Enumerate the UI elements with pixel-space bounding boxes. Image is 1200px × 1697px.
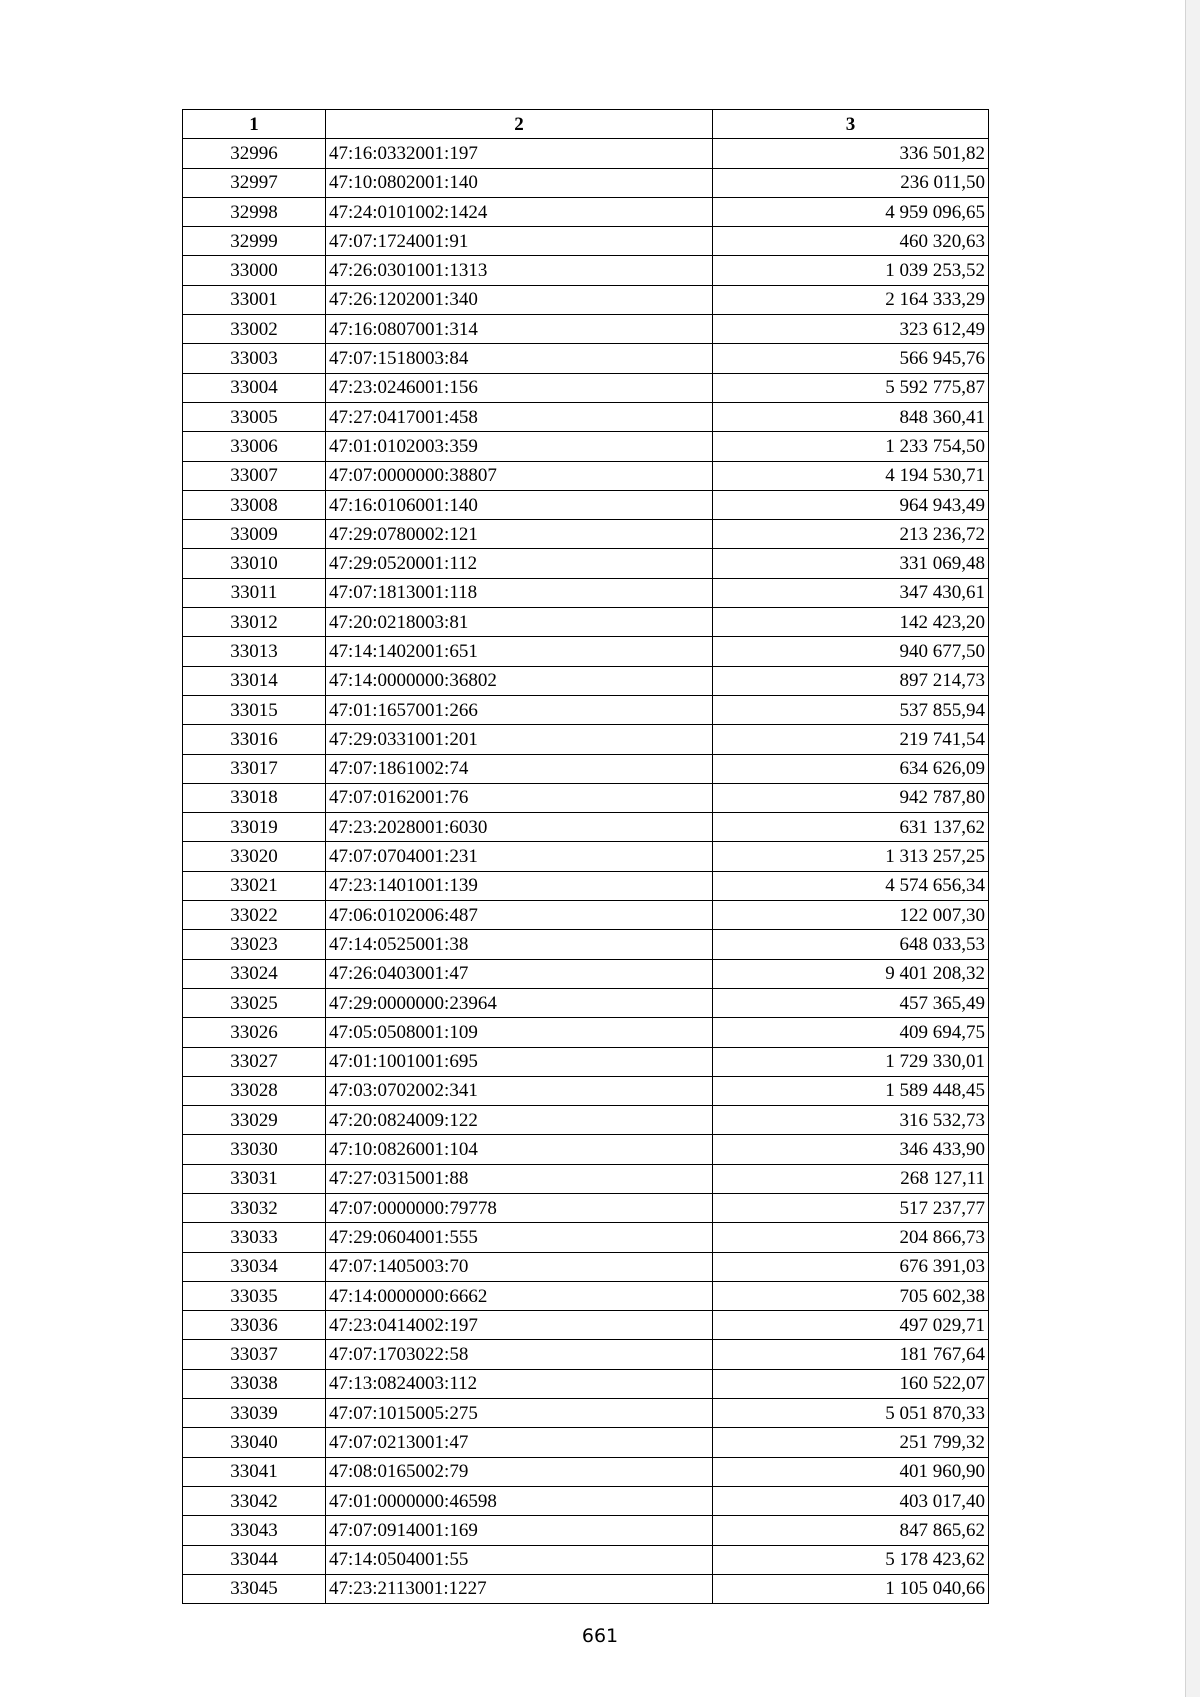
- row-number: 33041: [183, 1457, 326, 1486]
- value-amount: 4 959 096,65: [713, 197, 989, 226]
- cadastral-number: 47:14:1402001:651: [326, 637, 713, 666]
- table-row: [183, 1135, 989, 1164]
- table-row: [183, 1223, 989, 1252]
- row-number: 33039: [183, 1399, 326, 1428]
- value-amount: 160 522,07: [713, 1369, 989, 1398]
- cadastral-number: 47:27:0417001:458: [326, 402, 713, 431]
- table-row: [183, 1428, 989, 1457]
- row-number: 33028: [183, 1076, 326, 1105]
- value-amount: 336 501,82: [713, 139, 989, 168]
- value-amount: 964 943,49: [713, 490, 989, 519]
- value-amount: 122 007,30: [713, 901, 989, 930]
- cadastral-number: 47:27:0315001:88: [326, 1164, 713, 1193]
- cadastral-number: 47:23:0414002:197: [326, 1311, 713, 1340]
- row-number: 33008: [183, 490, 326, 519]
- value-amount: 457 365,49: [713, 988, 989, 1017]
- value-amount: 1 589 448,45: [713, 1076, 989, 1105]
- row-number: 33022: [183, 901, 326, 930]
- value-amount: 942 787,80: [713, 783, 989, 812]
- table-row: [183, 1018, 989, 1047]
- cadastral-number: 47:05:0508001:109: [326, 1018, 713, 1047]
- cadastral-number: 47:20:0824009:122: [326, 1106, 713, 1135]
- cadastral-number: 47:13:0824003:112: [326, 1369, 713, 1398]
- value-amount: 2 164 333,29: [713, 285, 989, 314]
- table-row: [183, 373, 989, 402]
- cadastral-number: 47:07:0914001:169: [326, 1516, 713, 1545]
- value-amount: 236 011,50: [713, 168, 989, 197]
- table-row: [183, 725, 989, 754]
- table-row: [183, 871, 989, 900]
- value-amount: 347 430,61: [713, 578, 989, 607]
- cadastral-number: 47:26:0301001:1313: [326, 256, 713, 285]
- row-number: 33006: [183, 432, 326, 461]
- cadastral-number: 47:10:0802001:140: [326, 168, 713, 197]
- table-row: [183, 988, 989, 1017]
- row-number: 33043: [183, 1516, 326, 1545]
- row-number: 33033: [183, 1223, 326, 1252]
- value-amount: 517 237,77: [713, 1193, 989, 1222]
- cadastral-number: 47:16:0807001:314: [326, 315, 713, 344]
- cadastral-number: 47:06:0102006:487: [326, 901, 713, 930]
- table-row: [183, 1311, 989, 1340]
- value-amount: 316 532,73: [713, 1106, 989, 1135]
- table-row: [183, 432, 989, 461]
- value-amount: 403 017,40: [713, 1486, 989, 1515]
- row-number: 32996: [183, 139, 326, 168]
- value-amount: 1 729 330,01: [713, 1047, 989, 1076]
- value-amount: 181 767,64: [713, 1340, 989, 1369]
- row-number: 33030: [183, 1135, 326, 1164]
- row-number: 33002: [183, 315, 326, 344]
- row-number: 33034: [183, 1252, 326, 1281]
- row-number: 33015: [183, 695, 326, 724]
- value-amount: 5 051 870,33: [713, 1399, 989, 1428]
- value-amount: 631 137,62: [713, 813, 989, 842]
- table-row: [183, 930, 989, 959]
- cadastral-number: 47:01:1001001:695: [326, 1047, 713, 1076]
- row-number: 33021: [183, 871, 326, 900]
- value-amount: 5 178 423,62: [713, 1545, 989, 1574]
- value-amount: 1 313 257,25: [713, 842, 989, 871]
- value-amount: 401 960,90: [713, 1457, 989, 1486]
- row-number: 33009: [183, 520, 326, 549]
- header-col-1: 1: [183, 110, 326, 139]
- row-number: 33016: [183, 725, 326, 754]
- table-header: [183, 110, 989, 139]
- cadastral-number: 47:16:0106001:140: [326, 490, 713, 519]
- table-row: [183, 901, 989, 930]
- value-amount: 219 741,54: [713, 725, 989, 754]
- table-row: [183, 315, 989, 344]
- value-amount: 634 626,09: [713, 754, 989, 783]
- table-row: [183, 1106, 989, 1135]
- cadastral-number: 47:24:0101002:1424: [326, 197, 713, 226]
- value-amount: 940 677,50: [713, 637, 989, 666]
- table-row: [183, 695, 989, 724]
- row-number: 33031: [183, 1164, 326, 1193]
- row-number: 33003: [183, 344, 326, 373]
- value-amount: 648 033,53: [713, 930, 989, 959]
- table-row: [183, 959, 989, 988]
- table-row: [183, 461, 989, 490]
- table-row: [183, 227, 989, 256]
- table-row: [183, 1574, 989, 1603]
- row-number: 32999: [183, 227, 326, 256]
- row-number: 33040: [183, 1428, 326, 1457]
- table-row: [183, 754, 989, 783]
- cadastral-number: 47:29:0520001:112: [326, 549, 713, 578]
- cadastral-number: 47:08:0165002:79: [326, 1457, 713, 1486]
- row-number: 33019: [183, 813, 326, 842]
- cadastral-number: 47:07:0000000:79778: [326, 1193, 713, 1222]
- value-amount: 1 039 253,52: [713, 256, 989, 285]
- value-amount: 4 574 656,34: [713, 871, 989, 900]
- value-amount: 4 194 530,71: [713, 461, 989, 490]
- row-number: 33012: [183, 608, 326, 637]
- cadastral-number: 47:07:1813001:118: [326, 578, 713, 607]
- table-row: [183, 520, 989, 549]
- value-amount: 497 029,71: [713, 1311, 989, 1340]
- value-amount: 847 865,62: [713, 1516, 989, 1545]
- row-number: 33024: [183, 959, 326, 988]
- table-row: [183, 1193, 989, 1222]
- row-number: 33007: [183, 461, 326, 490]
- value-amount: 213 236,72: [713, 520, 989, 549]
- cadastral-number: 47:07:1703022:58: [326, 1340, 713, 1369]
- header-col-3: 3: [713, 110, 989, 139]
- value-amount: 848 360,41: [713, 402, 989, 431]
- table-row: [183, 1545, 989, 1574]
- table-row: [183, 256, 989, 285]
- cadastral-number: 47:03:0702002:341: [326, 1076, 713, 1105]
- cadastral-number: 47:26:1202001:340: [326, 285, 713, 314]
- cadastral-number: 47:07:0213001:47: [326, 1428, 713, 1457]
- cadastral-number: 47:23:2028001:6030: [326, 813, 713, 842]
- row-number: 33020: [183, 842, 326, 871]
- page-number: 661: [581, 1625, 619, 1647]
- table-row: [183, 197, 989, 226]
- cadastral-number: 47:23:1401001:139: [326, 871, 713, 900]
- row-number: 32998: [183, 197, 326, 226]
- row-number: 33013: [183, 637, 326, 666]
- cadastral-number: 47:01:0000000:46598: [326, 1486, 713, 1515]
- table-row: [183, 344, 989, 373]
- cadastral-number: 47:20:0218003:81: [326, 608, 713, 637]
- cadastral-number: 47:14:0504001:55: [326, 1545, 713, 1574]
- value-amount: 268 127,11: [713, 1164, 989, 1193]
- row-number: 33038: [183, 1369, 326, 1398]
- row-number: 33029: [183, 1106, 326, 1135]
- row-number: 33042: [183, 1486, 326, 1515]
- cadastral-number: 47:26:0403001:47: [326, 959, 713, 988]
- cadastral-number: 47:29:0000000:23964: [326, 988, 713, 1017]
- table-row: [183, 1369, 989, 1398]
- table-row: [183, 842, 989, 871]
- row-number: 33025: [183, 988, 326, 1017]
- table-row: [183, 666, 989, 695]
- row-number: 33000: [183, 256, 326, 285]
- cadastral-number: 47:07:0162001:76: [326, 783, 713, 812]
- table-row: [183, 168, 989, 197]
- cadastral-number: 47:16:0332001:197: [326, 139, 713, 168]
- row-number: 33001: [183, 285, 326, 314]
- cadastral-number: 47:29:0331001:201: [326, 725, 713, 754]
- cadastral-number: 47:01:0102003:359: [326, 432, 713, 461]
- row-number: 33017: [183, 754, 326, 783]
- table-row: [183, 402, 989, 431]
- value-amount: 204 866,73: [713, 1223, 989, 1252]
- value-amount: 331 069,48: [713, 549, 989, 578]
- table-row: [183, 1399, 989, 1428]
- value-amount: 897 214,73: [713, 666, 989, 695]
- cadastral-number: 47:07:1724001:91: [326, 227, 713, 256]
- table-row: [183, 813, 989, 842]
- table-row: [183, 783, 989, 812]
- row-number: 33018: [183, 783, 326, 812]
- table-row: [183, 1047, 989, 1076]
- value-amount: 9 401 208,32: [713, 959, 989, 988]
- table-body: [183, 139, 989, 1604]
- registry-table: [182, 109, 989, 1604]
- cadastral-number: 47:07:1405003:70: [326, 1252, 713, 1281]
- cadastral-number: 47:14:0000000:36802: [326, 666, 713, 695]
- page-edge: [1185, 0, 1200, 1697]
- table-row: [183, 285, 989, 314]
- value-amount: 537 855,94: [713, 695, 989, 724]
- value-amount: 346 433,90: [713, 1135, 989, 1164]
- cadastral-number: 47:23:0246001:156: [326, 373, 713, 402]
- header-col-2: 2: [326, 110, 713, 139]
- row-number: 33004: [183, 373, 326, 402]
- value-amount: 1 105 040,66: [713, 1574, 989, 1603]
- row-number: 32997: [183, 168, 326, 197]
- cadastral-number: 47:07:1861002:74: [326, 754, 713, 783]
- table-row: [183, 549, 989, 578]
- table-row: [183, 1164, 989, 1193]
- value-amount: 460 320,63: [713, 227, 989, 256]
- value-amount: 409 694,75: [713, 1018, 989, 1047]
- table-row: [183, 637, 989, 666]
- table-row: [183, 1281, 989, 1310]
- cadastral-number: 47:14:0525001:38: [326, 930, 713, 959]
- cadastral-number: 47:29:0604001:555: [326, 1223, 713, 1252]
- table-row: [183, 1516, 989, 1545]
- row-number: 33037: [183, 1340, 326, 1369]
- cadastral-number: 47:07:0704001:231: [326, 842, 713, 871]
- value-amount: 142 423,20: [713, 608, 989, 637]
- cadastral-number: 47:07:0000000:38807: [326, 461, 713, 490]
- table-row: [183, 1076, 989, 1105]
- row-number: 33036: [183, 1311, 326, 1340]
- cadastral-number: 47:29:0780002:121: [326, 520, 713, 549]
- cadastral-number: 47:07:1518003:84: [326, 344, 713, 373]
- table-row: [183, 1340, 989, 1369]
- value-amount: 251 799,32: [713, 1428, 989, 1457]
- table-row: [183, 139, 989, 168]
- value-amount: 5 592 775,87: [713, 373, 989, 402]
- row-number: 33045: [183, 1574, 326, 1603]
- row-number: 33011: [183, 578, 326, 607]
- row-number: 33005: [183, 402, 326, 431]
- table-row: [183, 1252, 989, 1281]
- row-number: 33035: [183, 1281, 326, 1310]
- row-number: 33032: [183, 1193, 326, 1222]
- row-number: 33014: [183, 666, 326, 695]
- row-number: 33026: [183, 1018, 326, 1047]
- row-number: 33023: [183, 930, 326, 959]
- row-number: 33010: [183, 549, 326, 578]
- cadastral-number: 47:14:0000000:6662: [326, 1281, 713, 1310]
- value-amount: 1 233 754,50: [713, 432, 989, 461]
- header-row: [183, 110, 989, 139]
- table-row: [183, 1486, 989, 1515]
- cadastral-number: 47:23:2113001:1227: [326, 1574, 713, 1603]
- value-amount: 705 602,38: [713, 1281, 989, 1310]
- table-row: [183, 608, 989, 637]
- row-number: 33044: [183, 1545, 326, 1574]
- row-number: 33027: [183, 1047, 326, 1076]
- cadastral-number: 47:07:1015005:275: [326, 1399, 713, 1428]
- table-row: [183, 578, 989, 607]
- value-amount: 566 945,76: [713, 344, 989, 373]
- cadastral-number: 47:01:1657001:266: [326, 695, 713, 724]
- table-row: [183, 490, 989, 519]
- value-amount: 323 612,49: [713, 315, 989, 344]
- value-amount: 676 391,03: [713, 1252, 989, 1281]
- table-row: [183, 1457, 989, 1486]
- cadastral-number: 47:10:0826001:104: [326, 1135, 713, 1164]
